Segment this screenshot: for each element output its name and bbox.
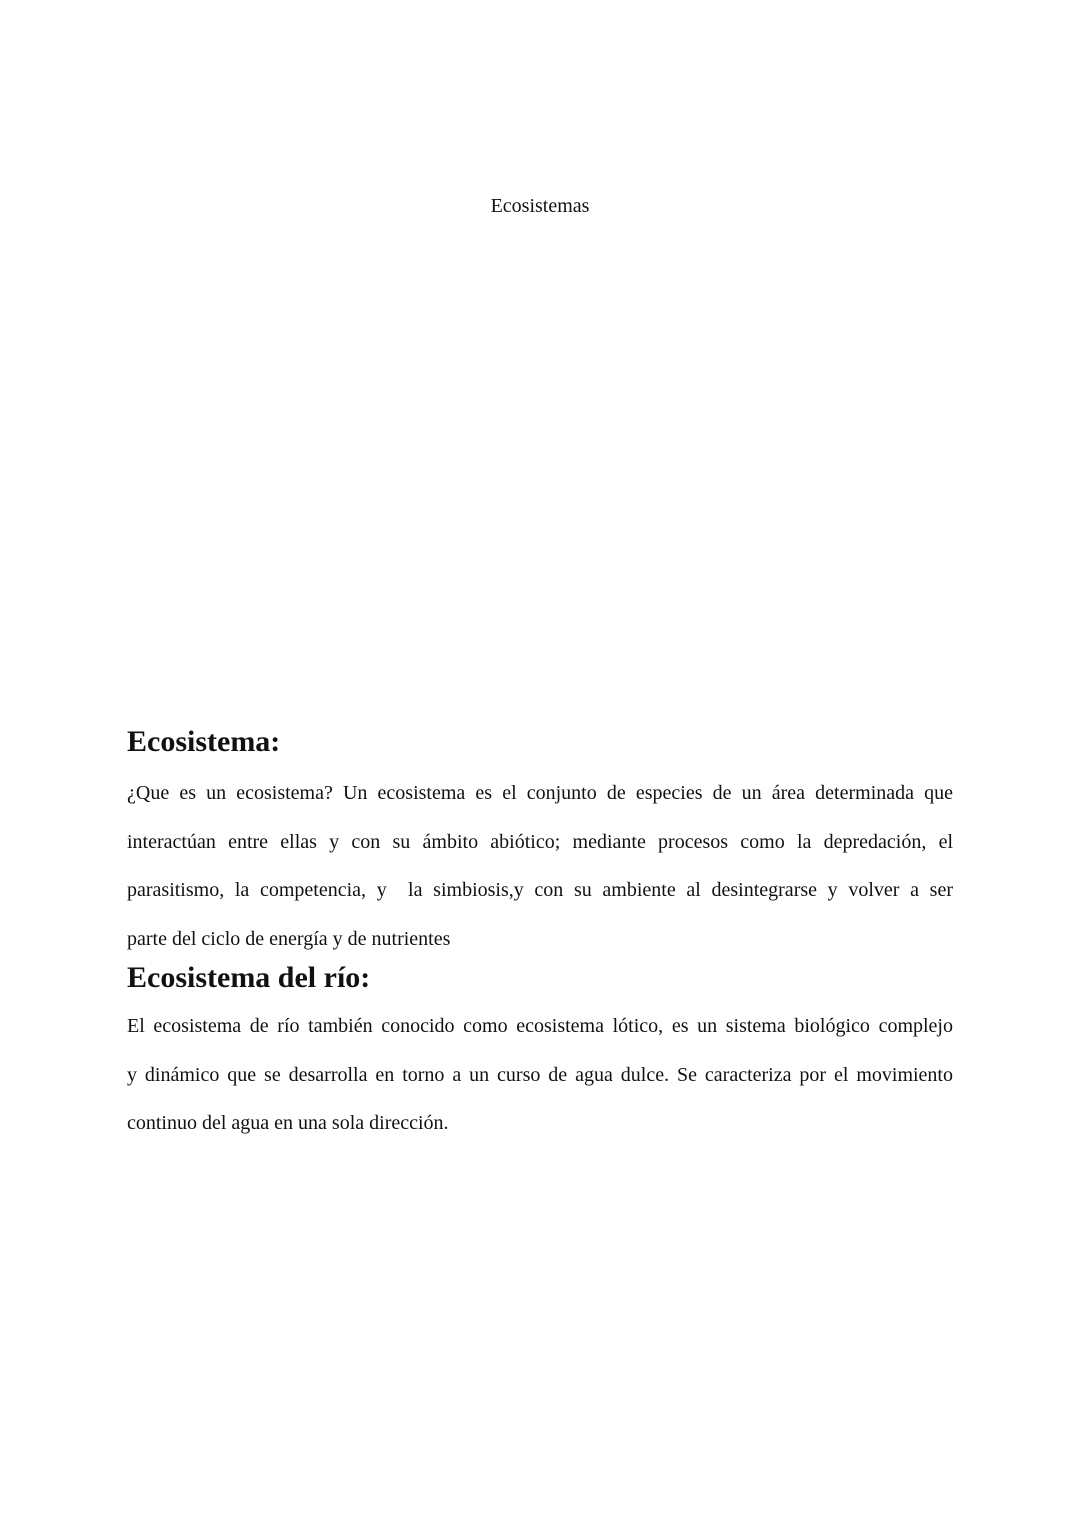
paragraph-line: ¿Que es un ecosistema? Un ecosistema es el conjunto de especies de un área determinada que [127, 782, 953, 804]
paragraph-line: continuo del agua en una sola dirección. [127, 1112, 449, 1134]
document-title: Ecosistemas [490, 195, 590, 217]
paragraph-line: parasitismo, la competencia, y la simbiosis,y con su ambiente al desintegrarse y volver a ser [127, 879, 953, 901]
paragraph-line: interactúan entre ellas y con su ámbito abiótico; mediante procesos como la depredación, el [127, 830, 953, 853]
paragraph-line: parte del ciclo de energía y de nutrientes [127, 927, 451, 950]
paragraph-line: El ecosistema de río también conocido como ecosistema lótico, es un sistema biológico complejo [127, 1015, 953, 1037]
section-paragraph-ecosistema-del-rio [127, 1002, 953, 1148]
section-heading-ecosistema-del-rio: Ecosistema del río: [127, 961, 371, 994]
paragraph-line: y dinámico que se desarrolla en torno a un curso de agua dulce. Se caracteriza por el movimiento [127, 1063, 953, 1086]
section-heading-ecosistema: Ecosistema: [127, 725, 281, 758]
section-paragraph-ecosistema [127, 769, 953, 963]
document-body [127, 727, 953, 1148]
